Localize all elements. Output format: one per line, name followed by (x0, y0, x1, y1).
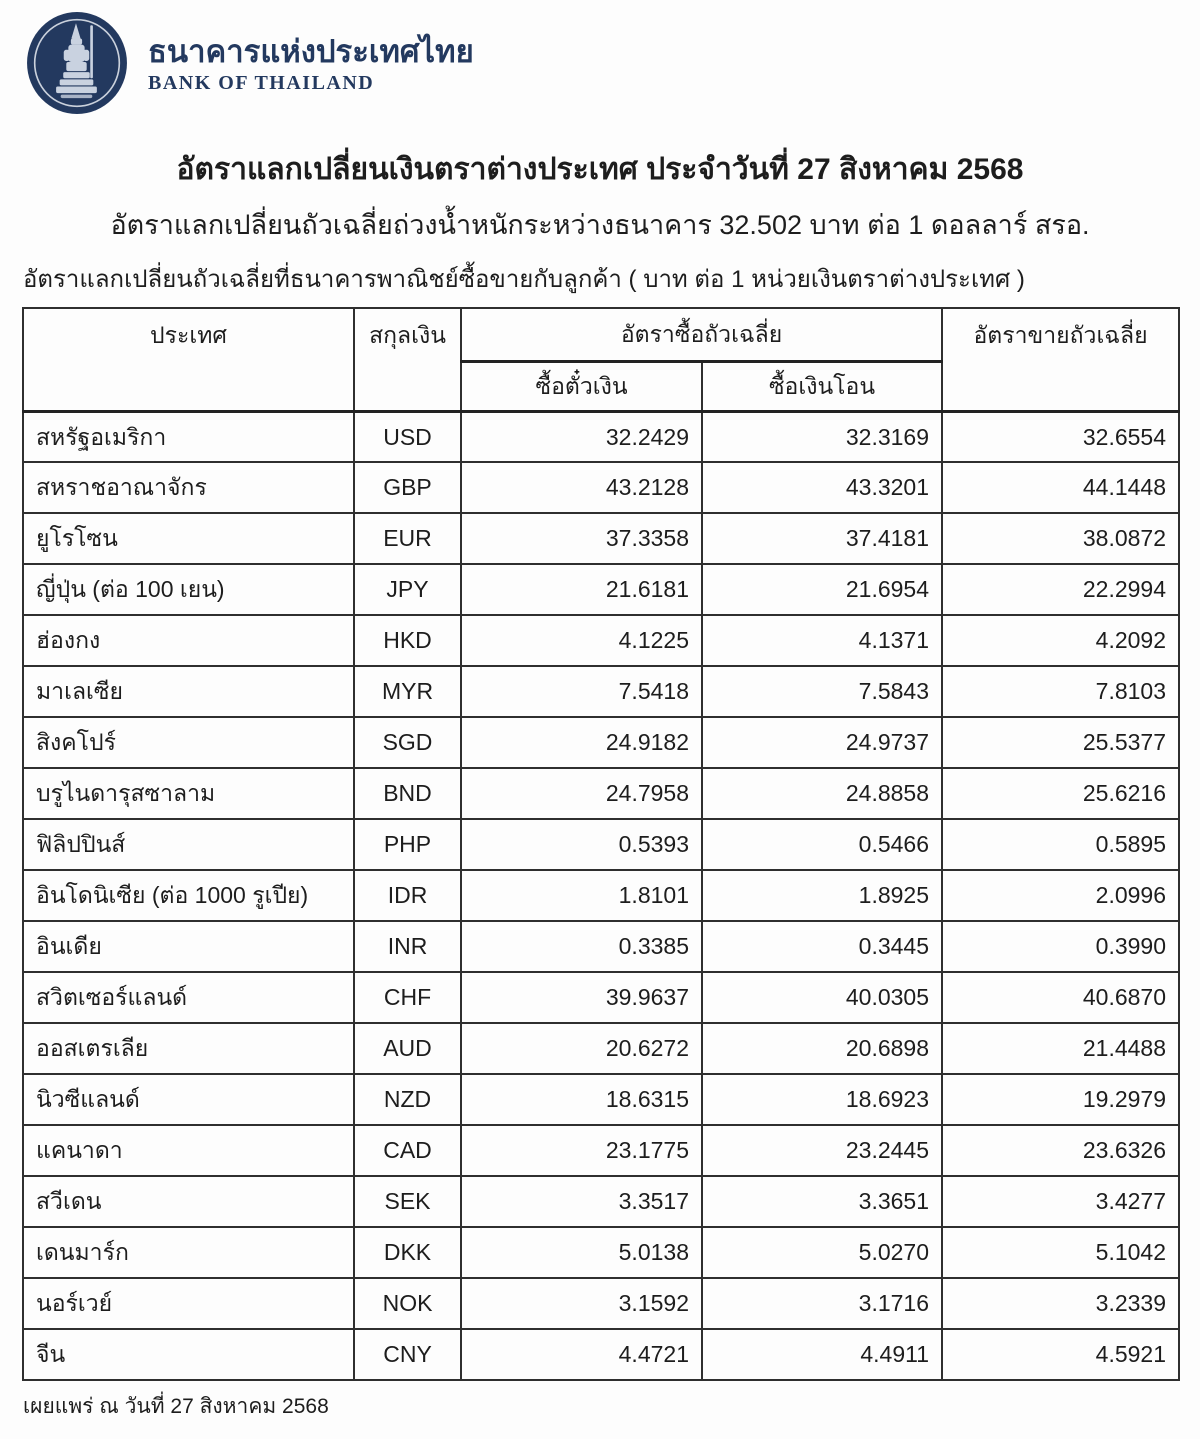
header-row-top (23, 308, 1179, 361)
country-cell: สหราชอาณาจักร (23, 462, 354, 513)
selling-cell: 3.4277 (942, 1176, 1179, 1227)
table-row (23, 564, 1179, 615)
currency-code-cell: MYR (354, 666, 461, 717)
country-cell: บรูไนดารุสซาลาม (23, 768, 354, 819)
currency-code-cell: NZD (354, 1074, 461, 1125)
buying-transfer-cell: 20.6898 (702, 1023, 942, 1074)
table-row (23, 462, 1179, 513)
selling-cell: 4.5921 (942, 1329, 1179, 1380)
selling-cell: 22.2994 (942, 564, 1179, 615)
country-cell: เดนมาร์ก (23, 1227, 354, 1278)
currency-code-cell: NOK (354, 1278, 461, 1329)
buying-transfer-cell: 5.0270 (702, 1227, 942, 1278)
table-row (23, 819, 1179, 870)
table-row (23, 717, 1179, 768)
buying-sight-cell: 4.4721 (461, 1329, 702, 1380)
currency-code-cell: EUR (354, 513, 461, 564)
country-cell: สวิตเซอร์แลนด์ (23, 972, 354, 1023)
buying-transfer-cell: 32.3169 (702, 411, 942, 462)
country-cell: ออสเตรเลีย (23, 1023, 354, 1074)
country-cell: นอร์เวย์ (23, 1278, 354, 1329)
country-cell: มาเลเซีย (23, 666, 354, 717)
selling-cell: 32.6554 (942, 411, 1179, 462)
buying-sight-cell: 37.3358 (461, 513, 702, 564)
currency-code-cell: DKK (354, 1227, 461, 1278)
buying-transfer-cell: 37.4181 (702, 513, 942, 564)
buying-transfer-cell: 24.9737 (702, 717, 942, 768)
buying-transfer-cell: 23.2445 (702, 1125, 942, 1176)
buying-transfer-cell: 40.0305 (702, 972, 942, 1023)
selling-cell: 4.2092 (942, 615, 1179, 666)
bank-name-thai: ธนาคารแห่งประเทศไทย (148, 34, 474, 70)
buying-transfer-cell: 3.1716 (702, 1278, 942, 1329)
currency-code-cell: JPY (354, 564, 461, 615)
page-title: อัตราแลกเปลี่ยนเงินตราต่างประเทศ ประจำวันที่ 27 สิงหาคม 2568 (176, 153, 1024, 186)
buying-sight-cell: 18.6315 (461, 1074, 702, 1125)
buying-sight-cell: 7.5418 (461, 666, 702, 717)
buying-transfer-cell: 0.3445 (702, 921, 942, 972)
table-row (23, 870, 1179, 921)
country-cell: ยูโรโซน (23, 513, 354, 564)
col-header-country: ประเทศ (23, 308, 354, 411)
country-cell: สวีเดน (23, 1176, 354, 1227)
buying-transfer-cell: 7.5843 (702, 666, 942, 717)
table-row (23, 1125, 1179, 1176)
currency-code-cell: CHF (354, 972, 461, 1023)
selling-cell: 3.2339 (942, 1278, 1179, 1329)
buying-transfer-cell: 18.6923 (702, 1074, 942, 1125)
col-header-buying-transfer: ซื้อเงินโอน (702, 361, 942, 411)
table-row (23, 615, 1179, 666)
buying-transfer-cell: 4.1371 (702, 615, 942, 666)
col-header-buying-group: อัตราซื้อถัวเฉลี่ย (461, 308, 942, 361)
buying-sight-cell: 43.2128 (461, 462, 702, 513)
selling-cell: 7.8103 (942, 666, 1179, 717)
country-cell: สหรัฐอเมริกา (23, 411, 354, 462)
interbank-rate-subtitle: อัตราแลกเปลี่ยนถัวเฉลี่ยถ่วงน้ำหนักระหว่างธนาคาร 32.502 บาท ต่อ 1 ดอลลาร์ สรอ. (110, 210, 1090, 240)
rates-table-body (23, 411, 1179, 1380)
buying-sight-cell: 3.3517 (461, 1176, 702, 1227)
selling-cell: 0.3990 (942, 921, 1179, 972)
buying-sight-cell: 39.9637 (461, 972, 702, 1023)
table-caption: อัตราแลกเปลี่ยนถัวเฉลี่ยที่ธนาคารพาณิชย์ซื้อขายกับลูกค้า ( บาท ต่อ 1 หน่วยเงินตราต่างประเทศ ) (23, 266, 1025, 294)
col-header-currency: สกุลเงิน (354, 308, 461, 411)
bank-logo (0, 0, 1200, 116)
country-cell: ญี่ปุ่น (ต่อ 100 เยน) (23, 564, 354, 615)
exchange-rates-table (22, 307, 1180, 1381)
buying-transfer-cell: 3.3651 (702, 1176, 942, 1227)
table-row (23, 513, 1179, 564)
table-row (23, 1074, 1179, 1125)
table-row (23, 1329, 1179, 1380)
currency-code-cell: BND (354, 768, 461, 819)
currency-code-cell: HKD (354, 615, 461, 666)
table-row (23, 1023, 1179, 1074)
buying-transfer-cell: 1.8925 (702, 870, 942, 921)
table-row (23, 1176, 1179, 1227)
selling-cell: 19.2979 (942, 1074, 1179, 1125)
currency-code-cell: GBP (354, 462, 461, 513)
table-row (23, 768, 1179, 819)
buying-sight-cell: 5.0138 (461, 1227, 702, 1278)
rates-table-header (23, 308, 1179, 411)
buying-transfer-cell: 43.3201 (702, 462, 942, 513)
buying-transfer-cell: 4.4911 (702, 1329, 942, 1380)
selling-cell: 40.6870 (942, 972, 1179, 1023)
selling-cell: 23.6326 (942, 1125, 1179, 1176)
buying-sight-cell: 3.1592 (461, 1278, 702, 1329)
selling-cell: 38.0872 (942, 513, 1179, 564)
table-row (23, 921, 1179, 972)
country-cell: สิงคโปร์ (23, 717, 354, 768)
country-cell: ฟิลิปปินส์ (23, 819, 354, 870)
bank-name-english: BANK OF THAILAND (148, 71, 375, 94)
table-row (23, 1227, 1179, 1278)
col-header-buying-sight-bill: ซื้อตั๋วเงิน (461, 361, 702, 411)
buying-sight-cell: 23.1775 (461, 1125, 702, 1176)
selling-cell: 5.1042 (942, 1227, 1179, 1278)
country-cell: จีน (23, 1329, 354, 1380)
published-date-note: เผยแพร่ ณ วันที่ 27 สิงหาคม 2568 (23, 1395, 329, 1419)
currency-code-cell: SGD (354, 717, 461, 768)
table-row (23, 972, 1179, 1023)
selling-cell: 21.4488 (942, 1023, 1179, 1074)
currency-code-cell: CAD (354, 1125, 461, 1176)
buying-transfer-cell: 0.5466 (702, 819, 942, 870)
table-row (23, 666, 1179, 717)
bank-of-thailand-emblem-icon (26, 11, 128, 115)
country-cell: ฮ่องกง (23, 615, 354, 666)
buying-sight-cell: 0.5393 (461, 819, 702, 870)
buying-sight-cell: 4.1225 (461, 615, 702, 666)
country-cell: อินเดีย (23, 921, 354, 972)
selling-cell: 25.5377 (942, 717, 1179, 768)
country-cell: นิวซีแลนด์ (23, 1074, 354, 1125)
currency-code-cell: SEK (354, 1176, 461, 1227)
selling-cell: 25.6216 (942, 768, 1179, 819)
buying-transfer-cell: 24.8858 (702, 768, 942, 819)
bank-logo-text (148, 34, 474, 95)
table-row (23, 1278, 1179, 1329)
currency-code-cell: AUD (354, 1023, 461, 1074)
buying-sight-cell: 0.3385 (461, 921, 702, 972)
selling-cell: 0.5895 (942, 819, 1179, 870)
currency-code-cell: USD (354, 411, 461, 462)
currency-code-cell: INR (354, 921, 461, 972)
currency-code-cell: IDR (354, 870, 461, 921)
currency-code-cell: CNY (354, 1329, 461, 1380)
buying-sight-cell: 20.6272 (461, 1023, 702, 1074)
buying-sight-cell: 32.2429 (461, 411, 702, 462)
buying-sight-cell: 1.8101 (461, 870, 702, 921)
selling-cell: 2.0996 (942, 870, 1179, 921)
buying-sight-cell: 21.6181 (461, 564, 702, 615)
buying-transfer-cell: 21.6954 (702, 564, 942, 615)
selling-cell: 44.1448 (942, 462, 1179, 513)
country-cell: อินโดนิเซีย (ต่อ 1000 รูเปีย) (23, 870, 354, 921)
buying-sight-cell: 24.9182 (461, 717, 702, 768)
currency-code-cell: PHP (354, 819, 461, 870)
col-header-selling: อัตราขายถัวเฉลี่ย (942, 308, 1179, 411)
country-cell: แคนาดา (23, 1125, 354, 1176)
buying-sight-cell: 24.7958 (461, 768, 702, 819)
table-row (23, 411, 1179, 462)
